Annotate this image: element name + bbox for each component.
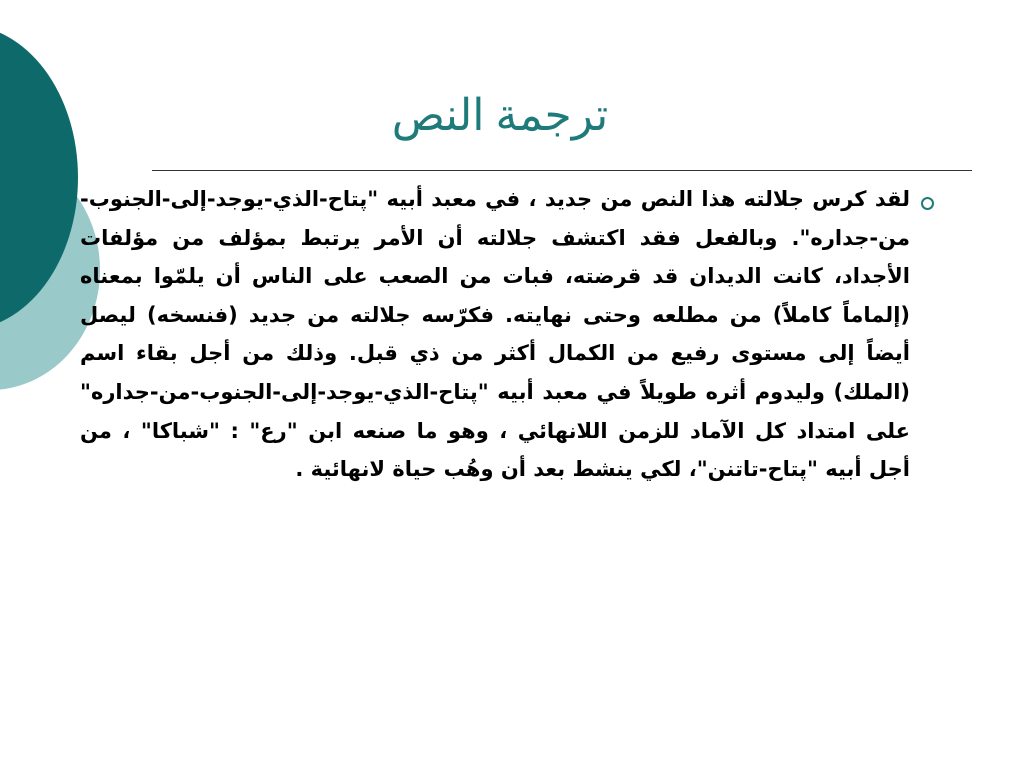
title-divider <box>152 170 972 171</box>
slide-title: ترجمة النص <box>391 91 609 140</box>
bullet-circle-icon <box>921 197 934 210</box>
body-paragraph: لقد كرس جلالته هذا النص من جديد ، في معبد أبيه "پتاح-الذي-يوجد-إلى-الجنوب-من-جداره". وبالفعل فقد اكتشف جلالته أن الأمر يرتبط بمؤلف من مؤلفات الأجداد، كانت الديدان قد قرضته، فبات من الصعب على الناس أن يلمّوا بمعناه (إلماماً كاملاً) من مطلعه وحتى نهايته. فكرّسه جلالته من جديد (فنسخه) ليصل أيضاً إلى مستوى رفيع من الكمال أكثر من ذي قبل. وذلك من أجل بقاء اسم (الملك) وليدوم أثره طويلاً في معبد أبيه "پتاح-الذي-يوجد-إلى-الجنوب-من-جداره" على امتداد كل الآماد للزمن اللانهائي ، وهو ما صنعه ابن "رع" : "شباكا" ، من أجل أبيه "پتاح-تاتنن"، لكي ينشط بعد أن وهُب حياة لانهائية . <box>80 187 910 482</box>
